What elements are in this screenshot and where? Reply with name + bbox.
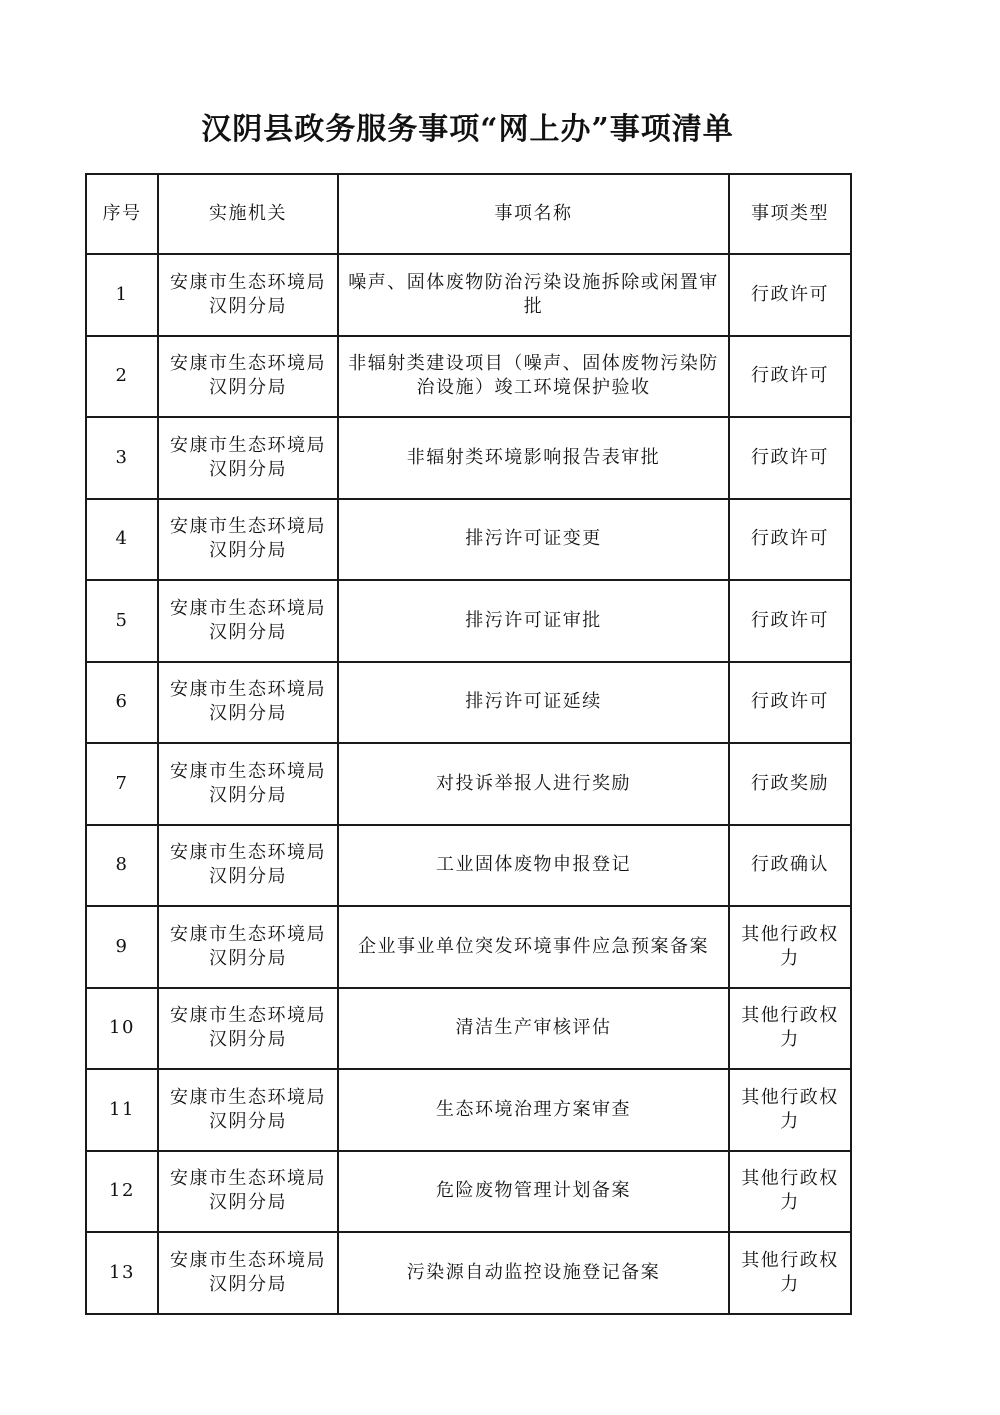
- header-item-type: 事项类型: [729, 174, 851, 254]
- row-agency: 安康市生态环境局汉阴分局: [158, 662, 338, 744]
- row-item-name: 排污许可证延续: [338, 662, 729, 744]
- row-agency: 安康市生态环境局汉阴分局: [158, 1232, 338, 1314]
- row-item-type: 行政许可: [729, 662, 851, 744]
- row-item-name: 企业事业单位突发环境事件应急预案备案: [338, 906, 729, 988]
- row-number: 6: [86, 662, 158, 744]
- row-item-type: 行政许可: [729, 254, 851, 336]
- table-row: [86, 988, 851, 1070]
- row-item-name: 排污许可证变更: [338, 499, 729, 581]
- row-item-type: 行政奖励: [729, 743, 851, 825]
- table-row: [86, 336, 851, 418]
- row-number: 3: [86, 417, 158, 499]
- row-item-name: 污染源自动监控设施登记备案: [338, 1232, 729, 1314]
- row-number: 1: [86, 254, 158, 336]
- row-agency: 安康市生态环境局汉阴分局: [158, 580, 338, 662]
- table-body: [86, 254, 851, 1314]
- table-row: [86, 1232, 851, 1314]
- row-item-type: 行政许可: [729, 417, 851, 499]
- row-item-type: 行政确认: [729, 825, 851, 907]
- table-row: [86, 254, 851, 336]
- row-item-name: 清洁生产审核评估: [338, 988, 729, 1070]
- row-number: 7: [86, 743, 158, 825]
- row-number: 11: [86, 1069, 158, 1151]
- row-item-type: 行政许可: [729, 580, 851, 662]
- table-row: [86, 499, 851, 581]
- row-number: 2: [86, 336, 158, 418]
- row-number: 9: [86, 906, 158, 988]
- row-number: 10: [86, 988, 158, 1070]
- row-agency: 安康市生态环境局汉阴分局: [158, 743, 338, 825]
- row-agency: 安康市生态环境局汉阴分局: [158, 1151, 338, 1233]
- row-number: 8: [86, 825, 158, 907]
- row-item-name: 对投诉举报人进行奖励: [338, 743, 729, 825]
- table-row: [86, 580, 851, 662]
- row-agency: 安康市生态环境局汉阴分局: [158, 906, 338, 988]
- row-item-name: 危险废物管理计划备案: [338, 1151, 729, 1233]
- row-item-type: 其他行政权力: [729, 1232, 851, 1314]
- header-agency: 实施机关: [158, 174, 338, 254]
- row-item-type: 其他行政权力: [729, 1069, 851, 1151]
- row-number: 4: [86, 499, 158, 581]
- row-item-name: 生态环境治理方案审查: [338, 1069, 729, 1151]
- row-agency: 安康市生态环境局汉阴分局: [158, 988, 338, 1070]
- row-item-type: 其他行政权力: [729, 988, 851, 1070]
- items-table: [85, 173, 852, 1315]
- row-agency: 安康市生态环境局汉阴分局: [158, 336, 338, 418]
- table-row: [86, 906, 851, 988]
- row-item-name: 噪声、固体废物防治污染设施拆除或闲置审批: [338, 254, 729, 336]
- table-row: [86, 743, 851, 825]
- row-item-name: 非辐射类环境影响报告表审批: [338, 417, 729, 499]
- table-row: [86, 662, 851, 744]
- row-item-type: 行政许可: [729, 336, 851, 418]
- row-agency: 安康市生态环境局汉阴分局: [158, 825, 338, 907]
- table-header-row: [86, 174, 851, 254]
- row-item-name: 非辐射类建设项目（噪声、固体废物污染防治设施）竣工环境保护验收: [338, 336, 729, 418]
- row-number: 5: [86, 580, 158, 662]
- row-item-type: 其他行政权力: [729, 1151, 851, 1233]
- row-item-type: 行政许可: [729, 499, 851, 581]
- table-row: [86, 1151, 851, 1233]
- row-number: 13: [86, 1232, 158, 1314]
- row-item-name: 工业固体废物申报登记: [338, 825, 729, 907]
- table-row: [86, 1069, 851, 1151]
- row-agency: 安康市生态环境局汉阴分局: [158, 499, 338, 581]
- table-row: [86, 825, 851, 907]
- document-title: 汉阴县政务服务事项“网上办”事项清单: [201, 112, 734, 147]
- header-number: 序号: [86, 174, 158, 254]
- row-agency: 安康市生态环境局汉阴分局: [158, 1069, 338, 1151]
- row-number: 12: [86, 1151, 158, 1233]
- row-item-name: 排污许可证审批: [338, 580, 729, 662]
- row-item-type: 其他行政权力: [729, 906, 851, 988]
- header-item-name: 事项名称: [338, 174, 729, 254]
- row-agency: 安康市生态环境局汉阴分局: [158, 417, 338, 499]
- row-agency: 安康市生态环境局汉阴分局: [158, 254, 338, 336]
- table-row: [86, 417, 851, 499]
